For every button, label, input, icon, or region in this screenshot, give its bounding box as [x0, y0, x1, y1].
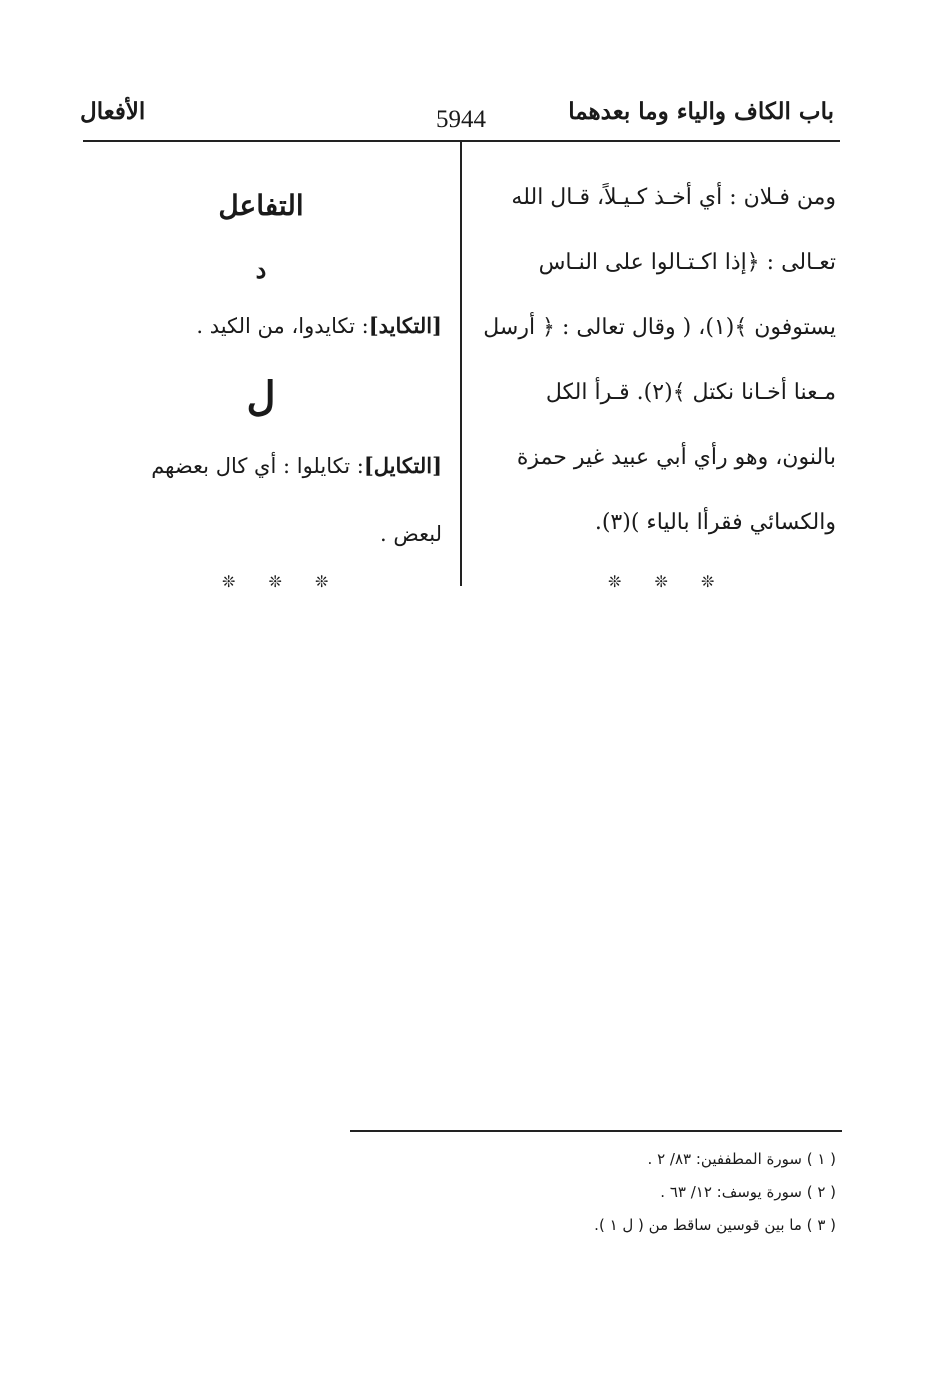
entry-term: [التكايل]	[363, 453, 442, 478]
section-separator: ❊ ❊ ❊	[608, 572, 729, 591]
footnote-rule	[350, 1130, 842, 1132]
page-number: 5944	[436, 106, 486, 133]
right-column	[472, 178, 836, 568]
text-line: ومن فـلان : أي أخـذ كـيـلاً، قـال الله	[511, 185, 836, 210]
entry-term: [التكايد]	[368, 313, 442, 338]
letter-heading-lam: ل	[246, 373, 276, 420]
entry-takayul	[80, 446, 442, 554]
text-line: مـعنا أخـانا نكتل ﴾(٢). قـرأ الكل	[545, 380, 836, 405]
running-header-chapter: باب الكاف والياء وما بعدهما	[568, 98, 834, 125]
text-line: بالنون، وهو رأي أبي عبيد غير حمزة	[516, 445, 836, 470]
section-title: التفاعل	[218, 189, 304, 222]
text-line: والكسائي فقرأا بالياء )(٣).	[594, 510, 836, 535]
section-separator: ❊ ❊ ❊	[222, 572, 343, 591]
footnote: ( ١ ) سورة المطففين: ٨٣/ ٢ .	[647, 1150, 836, 1168]
letter-heading-dal: د	[255, 255, 267, 284]
text-line: يستوفون ﴾(١)، ( وقال تعالى : ﴿ أرسل	[483, 315, 836, 340]
running-header-section: الأفعال	[80, 98, 146, 125]
entry-definition: : تكايلوا : أي كال بعضهم	[151, 454, 364, 478]
entry-definition-continued: لبعض .	[380, 522, 442, 546]
text-line: تعـالى : ﴿إذا اكـتـالوا على النـاس	[538, 250, 836, 275]
column-divider	[460, 142, 462, 586]
left-column	[80, 186, 442, 554]
entry-definition: : تكايدوا، من الكيد .	[196, 314, 369, 338]
footnote: ( ٣ ) ما بين قوسين ساقط من ( ل ١ ).	[594, 1216, 836, 1234]
entry-takayud	[80, 306, 442, 374]
footnote: ( ٢ ) سورة يوسف: ١٢/ ٦٣ .	[660, 1183, 836, 1201]
